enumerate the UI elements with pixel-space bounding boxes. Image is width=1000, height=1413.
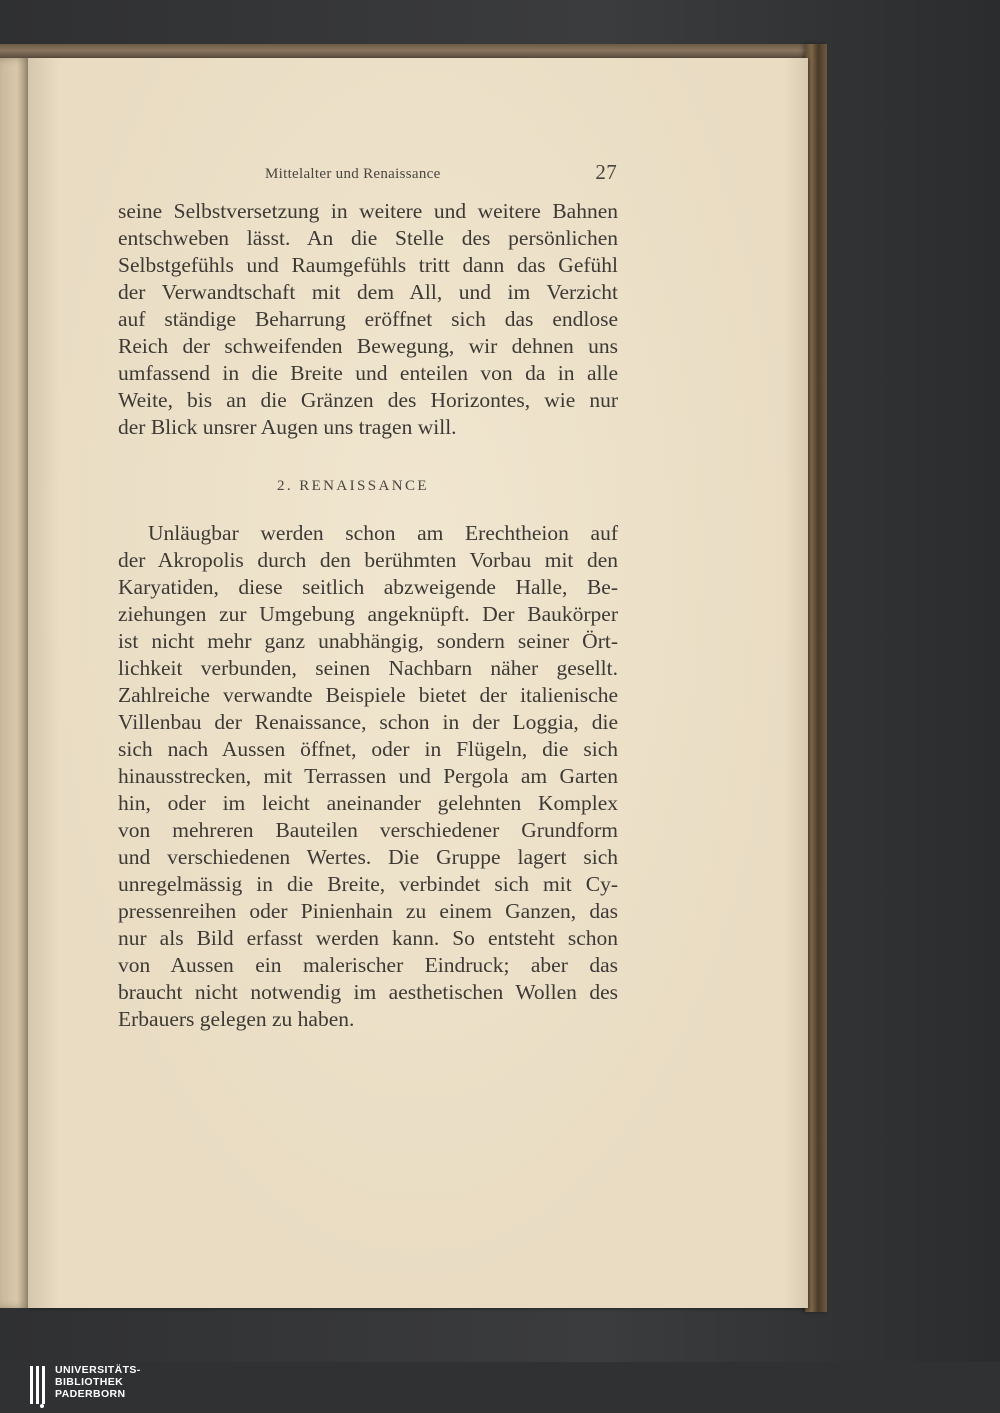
paragraph-2: [118, 520, 618, 1033]
section-heading: 2. RENAISSANCE: [277, 478, 429, 494]
text-line: hinausstrecken, mit Terrassen und Pergola am Garten: [118, 764, 618, 788]
text-line: der Blick unsrer Augen uns tragen will.: [118, 415, 457, 439]
text-line: seine Selbstversetzung in weitere und weitere Bahnen: [118, 199, 618, 223]
text-line: Selbstgefühls und Raumgefühls tritt dann das Gefühl: [118, 253, 618, 277]
library-logo-text: [55, 1364, 141, 1400]
text-line: Reich der schweifenden Bewegung, wir dehnen uns: [118, 334, 618, 358]
text-line: nur als Bild erfasst werden kann. So entsteht schon: [118, 926, 618, 950]
text-line: sich nach Aussen öffnet, oder in Flügeln, die sich: [118, 737, 618, 761]
library-logo-icon: [28, 1366, 50, 1408]
text-line: entschweben lässt. An die Stelle des persönlichen: [118, 226, 618, 250]
text-line: Villenbau der Renaissance, schon in der Loggia, die: [118, 710, 618, 734]
text-line: Unläugbar werden schon am Erechtheion auf: [148, 521, 618, 545]
running-header: [265, 160, 617, 190]
page-number: 27: [595, 160, 617, 184]
text-line: lichkeit verbunden, seinen Nachbarn näher gesellt.: [118, 656, 618, 680]
text-line: braucht nicht notwendig im aesthetischen Wollen des: [118, 980, 618, 1004]
text-line: Erbauers gelegen zu haben.: [118, 1007, 355, 1031]
text-line: ziehungen zur Umgebung angeknüpft. Der Baukörper: [118, 602, 618, 626]
logo-line: PADERBORN: [55, 1388, 126, 1400]
logo-line: BIBLIOTHEK: [55, 1376, 124, 1388]
previous-page-edge: [0, 58, 30, 1308]
running-header-title: Mittelalter und Renaissance: [265, 166, 441, 182]
text-line: von mehreren Bauteilen verschiedener Grundform: [118, 818, 618, 842]
logo-line: UNIVERSITÄTS-: [55, 1364, 141, 1376]
text-line: von Aussen ein malerischer Eindruck; aber das: [118, 953, 618, 977]
library-footer: [0, 1362, 1000, 1413]
paragraph-1: [118, 198, 618, 441]
text-line: auf ständige Beharrung eröffnet sich das endlose: [118, 307, 618, 331]
text-line: Karyatiden, diese seitlich abzweigende Halle, Be-: [118, 575, 618, 599]
text-line: pressenreihen oder Pinienhain zu einem Ganzen, das: [118, 899, 618, 923]
text-line: der Akropolis durch den berühmten Vorbau mit den: [118, 548, 618, 572]
text-line: umfassend in die Breite und enteilen von da in alle: [118, 361, 618, 385]
text-line: ist nicht mehr ganz unabhängig, sondern seiner Ört-: [118, 629, 618, 653]
text-line: unregelmässig in die Breite, verbindet sich mit Cy-: [118, 872, 618, 896]
text-line: Weite, bis an die Gränzen des Horizontes, wie nur: [118, 388, 618, 412]
text-line: hin, oder im leicht aneinander gelehnten Komplex: [118, 791, 618, 815]
text-line: und verschiedenen Wertes. Die Gruppe lagert sich: [118, 845, 618, 869]
text-line: der Verwandtschaft mit dem All, und im Verzicht: [118, 280, 618, 304]
text-line: Zahlreiche verwandte Beispiele bietet der italienische: [118, 683, 618, 707]
book-board-edge: [805, 44, 827, 1312]
